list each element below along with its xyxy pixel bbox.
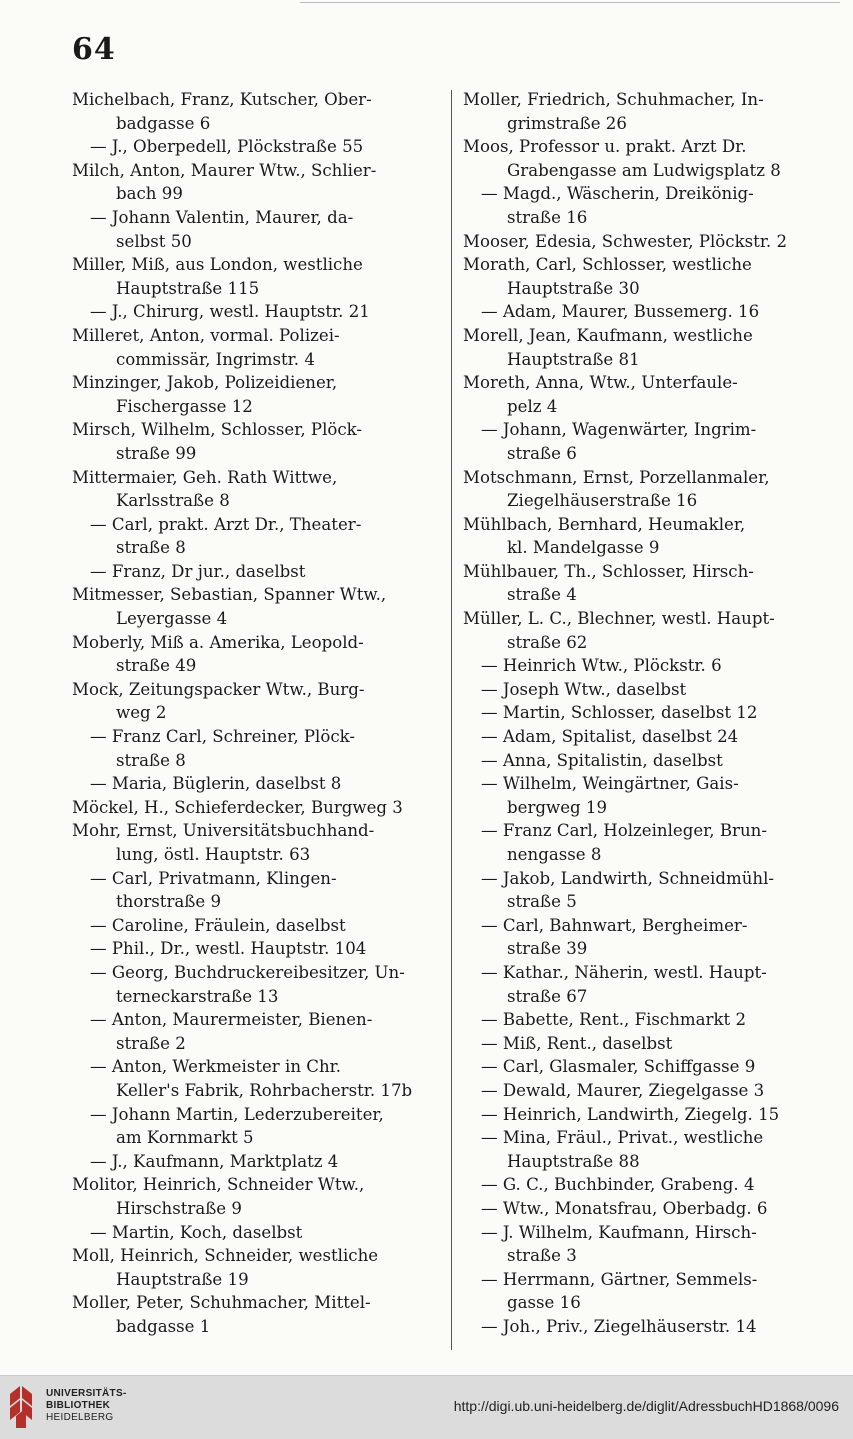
directory-entry [72, 135, 424, 159]
entry-line: Müller, L. C., Blechner, westl. Haupt- [463, 609, 775, 629]
directory-entry [72, 1008, 424, 1055]
directory-entry [72, 300, 424, 324]
viewer-footer [0, 1375, 853, 1439]
directory-entry [463, 867, 815, 914]
directory-entry [72, 937, 424, 961]
entry-line: Molitor, Heinrich, Schneider Wtw., [72, 1175, 365, 1195]
directory-entry [463, 607, 815, 654]
directory-entry [72, 1150, 424, 1174]
entry-continuation-line: badgasse 1 [116, 1316, 211, 1336]
entry-continuation-line: straße 8 [116, 538, 186, 558]
directory-entry [72, 583, 424, 630]
directory-entry [463, 1103, 815, 1127]
directory-entry [463, 678, 815, 702]
entry-line: Mirsch, Wilhelm, Schlosser, Plöck- [72, 420, 363, 440]
library-logo-text [46, 1388, 127, 1424]
directory-entry [72, 796, 424, 820]
directory-entry [463, 1126, 815, 1173]
entry-continuation-line: straße 99 [116, 443, 197, 463]
entry-line: — J., Kaufmann, Marktplatz 4 [90, 1151, 339, 1171]
directory-entry [463, 654, 815, 678]
entry-line: — Dewald, Maurer, Ziegelgasse 3 [481, 1080, 765, 1100]
entry-line: — Carl, Bahnwart, Bergheimer- [481, 915, 748, 935]
entry-continuation-line: Keller's Fabrik, Rohrbacherstr. 17b [116, 1080, 413, 1100]
entry-line: — Anton, Maurermeister, Bienen- [90, 1010, 373, 1030]
directory-entry [72, 1244, 424, 1291]
entry-line: Moberly, Miß a. Amerika, Leopold- [72, 632, 364, 652]
entry-line: — Mina, Fräul., Privat., westliche [481, 1128, 764, 1148]
entry-continuation-line: straße 8 [116, 750, 186, 770]
entry-line: Mitmesser, Sebastian, Spanner Wtw., [72, 585, 387, 605]
directory-entry [72, 1103, 424, 1150]
entry-line: Mock, Zeitungspacker Wtw., Burg- [72, 679, 365, 699]
entry-continuation-line: Ziegelhäuserstraße 16 [507, 491, 698, 511]
entry-line: — Carl, prakt. Arzt Dr., Theater- [90, 514, 362, 534]
entry-continuation-line: kl. Mandelgasse 9 [507, 538, 660, 558]
directory-entry [463, 914, 815, 961]
entry-continuation-line: Hauptstraße 88 [507, 1151, 640, 1171]
page-url-link[interactable]: http://digi.ub.uni-heidelberg.de/diglit/AdressbuchHD1868/0096 [453, 1398, 839, 1414]
entry-continuation-line: selbst 50 [116, 231, 192, 251]
directory-entry [72, 206, 424, 253]
entry-continuation-line: Hauptstraße 30 [507, 278, 640, 298]
entry-line: Moos, Professor u. prakt. Arzt Dr. [463, 137, 747, 157]
directory-entry [463, 772, 815, 819]
entry-line: — Maria, Büglerin, daselbst 8 [90, 774, 342, 794]
entry-line: Morell, Jean, Kaufmann, westliche [463, 325, 753, 345]
directory-entry [72, 253, 424, 300]
top-edge-rule [300, 2, 840, 3]
directory-entry [463, 371, 815, 418]
entry-line: — Heinrich, Landwirth, Ziegelg. 15 [481, 1104, 780, 1124]
entry-continuation-line: bergweg 19 [507, 797, 608, 817]
directory-entry [463, 725, 815, 749]
directory-entry [463, 1173, 815, 1197]
entry-line: Mühlbauer, Th., Schlosser, Hirsch- [463, 561, 754, 581]
entry-line: — Phil., Dr., westl. Hauptstr. 104 [90, 939, 367, 959]
entry-continuation-line: straße 67 [507, 986, 588, 1006]
entry-line: — Magd., Wäscherin, Dreikönig- [481, 184, 754, 204]
entry-line: — Adam, Maurer, Bussemerg. 16 [481, 302, 760, 322]
entry-continuation-line: Fischergasse 12 [116, 396, 253, 416]
directory-entry [463, 135, 815, 182]
entry-line: — Joh., Priv., Ziegelhäuserstr. 14 [481, 1316, 757, 1336]
entry-continuation-line: badgasse 6 [116, 113, 211, 133]
directory-entry [72, 371, 424, 418]
directory-entry [72, 1221, 424, 1245]
directory-entry [72, 914, 424, 938]
entry-line: — Kathar., Näherin, westl. Haupt- [481, 962, 767, 982]
entry-line: — Wilhelm, Weingärtner, Gais- [481, 774, 739, 794]
entry-continuation-line: pelz 4 [507, 396, 558, 416]
entry-line: — Wtw., Monatsfrau, Oberbadg. 6 [481, 1198, 768, 1218]
directory-entry [463, 466, 815, 513]
directory-entry [72, 1055, 424, 1102]
entry-line: Miller, Miß, aus London, westliche [72, 255, 363, 275]
entry-line: — Heinrich Wtw., Plöckstr. 6 [481, 656, 722, 676]
entry-line: Motschmann, Ernst, Porzellanmaler, [463, 467, 770, 487]
library-logo-icon [8, 1384, 40, 1430]
directory-entry [463, 701, 815, 725]
entry-line: Mühlbach, Bernhard, Heumakler, [463, 514, 746, 534]
entry-line: — Herrmann, Gärtner, Semmels- [481, 1269, 758, 1289]
entry-line: — Franz, Dr jur., daselbst [90, 561, 306, 581]
directory-entry [463, 1008, 815, 1032]
entry-continuation-line: Hauptstraße 81 [507, 349, 640, 369]
directory-entry [72, 513, 424, 560]
directory-entry [463, 513, 815, 560]
directory-entry [72, 466, 424, 513]
entry-line: — J., Chirurg, westl. Hauptstr. 21 [90, 302, 370, 322]
entry-line: — Miß, Rent., daselbst [481, 1033, 673, 1053]
directory-entry [463, 1315, 815, 1339]
entry-continuation-line: straße 39 [507, 939, 588, 959]
directory-entry [463, 1079, 815, 1103]
directory-entry [463, 961, 815, 1008]
entry-line: — Joseph Wtw., daselbst [481, 679, 687, 699]
entry-continuation-line: Hauptstraße 115 [116, 278, 260, 298]
directory-entry [463, 1268, 815, 1315]
entry-line: — Caroline, Fräulein, daselbst [90, 915, 346, 935]
entry-line: — Carl, Privatmann, Klingen- [90, 868, 337, 888]
directory-entry [463, 324, 815, 371]
entry-continuation-line: Hauptstraße 19 [116, 1269, 249, 1289]
entry-line: — G. C., Buchbinder, Grabeng. 4 [481, 1175, 755, 1195]
entry-line: Möckel, H., Schieferdecker, Burgweg 3 [72, 797, 403, 817]
directory-entry [463, 230, 815, 254]
entry-continuation-line: commissär, Ingrimstr. 4 [116, 349, 315, 369]
entry-line: — Franz Carl, Schreiner, Plöck- [90, 727, 355, 747]
entry-line: — Carl, Glasmaler, Schiffgasse 9 [481, 1057, 756, 1077]
entry-line: Mohr, Ernst, Universitätsbuchhand- [72, 821, 375, 841]
directory-entry [463, 560, 815, 607]
entry-continuation-line: straße 49 [116, 656, 197, 676]
directory-entry [72, 159, 424, 206]
directory-entry [463, 1197, 815, 1221]
directory-entry [463, 253, 815, 300]
entry-continuation-line: bach 99 [116, 184, 183, 204]
entry-continuation-line: weg 2 [116, 703, 167, 723]
directory-entry [72, 678, 424, 725]
directory-entry [463, 182, 815, 229]
entry-continuation-line: straße 16 [507, 207, 588, 227]
entry-line: Moller, Friedrich, Schuhmacher, In- [463, 90, 764, 109]
directory-entry [463, 300, 815, 324]
entry-continuation-line: straße 62 [507, 632, 588, 652]
entry-line: — Johann, Wagenwärter, Ingrim- [481, 420, 757, 440]
entry-line: Mooser, Edesia, Schwester, Plöckstr. 2 [463, 231, 788, 251]
entry-line: — Babette, Rent., Fischmarkt 2 [481, 1010, 747, 1030]
logo-line-3: HEIDELBERG [46, 1412, 114, 1423]
entry-continuation-line: grimstraße 26 [507, 113, 627, 133]
entry-line: Milleret, Anton, vormal. Polizei- [72, 325, 340, 345]
entry-line: — Franz Carl, Holzeinleger, Brun- [481, 821, 767, 841]
directory-entry [72, 772, 424, 796]
directory-entry [72, 1291, 424, 1338]
directory-entry [463, 1221, 815, 1268]
entry-continuation-line: am Kornmarkt 5 [116, 1128, 254, 1148]
directory-entry [72, 418, 424, 465]
entry-continuation-line: straße 4 [507, 585, 577, 605]
directory-entry [463, 88, 815, 135]
entry-line: — Johann Valentin, Maurer, da- [90, 207, 354, 227]
entry-line: Morath, Carl, Schlosser, westliche [463, 255, 752, 275]
entry-continuation-line: nengasse 8 [507, 845, 602, 864]
directory-entry [72, 725, 424, 772]
entry-line: — J. Wilhelm, Kaufmann, Hirsch- [481, 1222, 757, 1242]
directory-entry [463, 418, 815, 465]
directory-entry [72, 819, 424, 866]
entry-line: Minzinger, Jakob, Polizeidiener, [72, 373, 338, 393]
entry-continuation-line: straße 5 [507, 892, 577, 912]
left-column [72, 88, 424, 1338]
entry-continuation-line: gasse 16 [507, 1293, 581, 1313]
directory-entry [72, 867, 424, 914]
entry-line: — Anna, Spitalistin, daselbst [481, 750, 723, 770]
entry-line: Moreth, Anna, Wtw., Unterfaule- [463, 373, 738, 393]
entry-line: — Martin, Schlosser, daselbst 12 [481, 703, 758, 723]
directory-entry [463, 749, 815, 773]
entry-line: Moll, Heinrich, Schneider, westliche [72, 1246, 379, 1266]
entry-continuation-line: terneckarstraße 13 [116, 986, 279, 1006]
directory-entry [72, 961, 424, 1008]
logo-line-1: UNIVERSITÄTS- [46, 1388, 127, 1399]
entry-continuation-line: Grabengasse am Ludwigsplatz 8 [507, 160, 781, 180]
entry-line: Mittermaier, Geh. Rath Wittwe, [72, 467, 338, 487]
entry-continuation-line: Leyergasse 4 [116, 609, 228, 629]
page-number: 64 [72, 32, 116, 67]
column-divider [451, 90, 452, 1350]
entry-continuation-line: Hirschstraße 9 [116, 1198, 242, 1218]
entry-line: Moller, Peter, Schuhmacher, Mittel- [72, 1293, 371, 1313]
entry-continuation-line: Karlsstraße 8 [116, 491, 230, 511]
directory-entry [72, 1173, 424, 1220]
entry-line: Michelbach, Franz, Kutscher, Ober- [72, 90, 372, 109]
entry-line: — Georg, Buchdruckereibesitzer, Un- [90, 962, 405, 982]
entry-continuation-line: straße 3 [507, 1246, 577, 1266]
entry-line: — J., Oberpedell, Plöckstraße 55 [90, 137, 364, 157]
right-column [463, 88, 815, 1338]
entry-continuation-line: thorstraße 9 [116, 892, 222, 912]
directory-entry [463, 819, 815, 866]
entry-line: — Jakob, Landwirth, Schneidmühl- [481, 868, 775, 888]
directory-entry [72, 560, 424, 584]
entry-line: — Johann Martin, Lederzubereiter, [90, 1104, 384, 1124]
entry-line: Milch, Anton, Maurer Wtw., Schlier- [72, 160, 377, 180]
directory-entry [72, 631, 424, 678]
entry-continuation-line: straße 2 [116, 1033, 186, 1053]
entry-line: — Anton, Werkmeister in Chr. [90, 1057, 342, 1077]
entry-line: — Martin, Koch, daselbst [90, 1222, 303, 1242]
directory-entry [463, 1032, 815, 1056]
directory-entry [72, 88, 424, 135]
entry-line: — Adam, Spitalist, daselbst 24 [481, 727, 739, 747]
directory-entry [463, 1055, 815, 1079]
entry-continuation-line: straße 6 [507, 443, 577, 463]
entry-continuation-line: lung, östl. Hauptstr. 63 [116, 845, 311, 864]
directory-entry [72, 324, 424, 371]
logo-line-2: BIBLIOTHEK [46, 1400, 111, 1411]
